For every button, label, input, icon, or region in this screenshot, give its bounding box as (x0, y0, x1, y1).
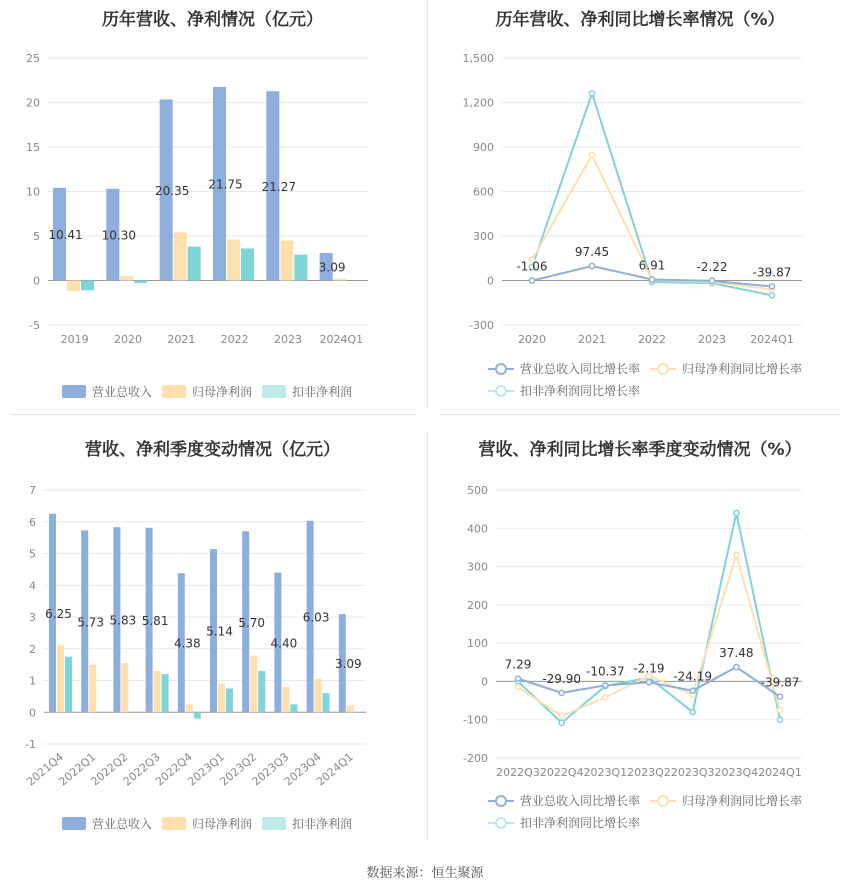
x-tick-label: 2024Q1 (750, 333, 794, 346)
x-tick-label: 2023Q2 (627, 766, 671, 779)
x-tick-label: 2019 (60, 333, 89, 346)
legend-deducted-profit-swatch (262, 385, 286, 398)
bar (250, 656, 257, 713)
data-point (690, 709, 695, 714)
bar-value-label: 4.38 (173, 636, 201, 651)
bar-value-label: 21.27 (261, 179, 297, 194)
horizontal-divider-right (440, 414, 840, 415)
legend-q-revenue-label: 营业总收入 (92, 817, 153, 831)
bar (323, 693, 330, 712)
y-tick-label: 600 (473, 185, 494, 199)
data-point (734, 552, 739, 557)
x-tick-label: 2023Q3 (249, 750, 292, 789)
legend-q-net-profit-label: 归母净利润 (192, 817, 253, 831)
x-tick-label: 2023Q4 (281, 750, 324, 789)
legend-revenue-growth-label: 营业总收入同比增长率 (520, 362, 641, 376)
bar (334, 279, 347, 281)
data-point (777, 717, 782, 722)
x-tick-label: 2023Q1 (583, 766, 628, 779)
y-tick-label: 1,200 (462, 96, 494, 110)
x-tick-label: 2022Q3 (496, 766, 540, 779)
legend-q-net-profit[interactable] (162, 815, 252, 832)
legend-net-profit-label: 归母净利润 (192, 385, 253, 399)
bar (121, 663, 128, 712)
legend-q-revenue-growth-swatch (488, 794, 514, 808)
legend-q-deducted-growth[interactable] (488, 814, 640, 831)
bar (290, 704, 297, 712)
bar (154, 671, 161, 712)
vertical-divider-top (427, 0, 428, 408)
data-point (529, 278, 534, 283)
y-tick-label: 0 (481, 675, 488, 689)
x-tick-label: 2023Q2 (217, 750, 260, 789)
data-point (649, 277, 654, 282)
y-tick-label: 400 (467, 522, 488, 536)
y-tick-label: 0 (29, 706, 36, 720)
vertical-divider-bottom (427, 432, 428, 840)
data-point (769, 293, 774, 298)
x-tick-label: 2023Q4 (714, 766, 759, 779)
bar (294, 255, 307, 281)
x-tick-label: 2020 (518, 333, 546, 346)
legend-q-deducted-profit-label: 扣非净利润 (292, 817, 353, 831)
data-value-label: 97.45 (574, 245, 610, 260)
data-point (559, 720, 564, 725)
x-tick-label: 2022Q2 (88, 750, 131, 789)
quarterly-growth-panel (430, 425, 850, 845)
x-tick-label: 2024Q1 (758, 766, 802, 779)
bar (226, 688, 233, 712)
x-tick-label: 2023 (274, 333, 302, 346)
x-tick-label: 2022 (220, 333, 249, 346)
legend-q-net-profit-swatch (162, 817, 186, 830)
legend-q-revenue-growth-label: 营业总收入同比增长率 (520, 794, 641, 808)
x-tick-label: 2021Q4 (24, 750, 67, 789)
bar-value-label: 10.41 (48, 228, 83, 243)
bar-value-label: 6.25 (45, 607, 72, 622)
data-value-label: -29.90 (542, 671, 582, 686)
legend-deducted-growth-label: 扣非净利润同比增长率 (520, 384, 641, 398)
bar-value-label: 4.40 (270, 636, 298, 651)
annual-growth-title: 历年营收、净利同比增长率情况（%） (495, 10, 785, 30)
y-tick-label: 0 (33, 274, 40, 288)
legend-q-net-growth-label: 归母净利润同比增长率 (682, 794, 803, 808)
legend-deducted-profit[interactable] (262, 383, 352, 400)
y-tick-label: 4 (29, 579, 36, 593)
bar (194, 712, 201, 718)
quarterly-amount-title: 营收、净利季度变动情况（亿元） (85, 440, 340, 460)
data-point (769, 284, 774, 289)
bar (134, 281, 147, 284)
legend-q-deducted-profit-swatch (262, 817, 286, 830)
legend-net-growth-label: 归母净利润同比增长率 (682, 362, 803, 376)
data-value-label: 37.48 (719, 646, 754, 661)
legend-q-revenue-growth[interactable] (488, 792, 640, 809)
y-tick-label: 1,500 (462, 52, 494, 65)
quarterly-growth-title: 营收、净利同比增长率季度变动情况（%） (478, 440, 802, 460)
y-tick-label: 7 (29, 484, 36, 497)
x-tick-label: 2024Q1 (314, 750, 356, 789)
legend-q-deducted-profit[interactable] (262, 815, 352, 832)
bar (347, 705, 354, 712)
bar-value-label: 5.81 (141, 614, 169, 629)
x-tick-label: 2022Q4 (153, 750, 195, 789)
legend-deducted-growth-swatch (488, 384, 514, 398)
legend-revenue-label: 营业总收入 (92, 385, 153, 399)
legend-q-net-growth-swatch (650, 794, 676, 808)
y-tick-label: 15 (26, 141, 40, 154)
y-tick-label: -1 (25, 738, 36, 751)
data-value-label: -10.37 (585, 664, 625, 679)
x-tick-label: 2020 (114, 333, 142, 346)
bar (57, 646, 64, 713)
bar (174, 232, 187, 280)
y-tick-label: 100 (467, 637, 488, 651)
bar (218, 684, 225, 713)
data-value-label: -24.19 (673, 669, 713, 684)
data-point (603, 683, 608, 688)
legend-revenue-growth[interactable] (488, 360, 640, 377)
x-tick-label: 2024Q1 (319, 333, 364, 346)
y-tick-label: -100 (463, 713, 488, 727)
bar (120, 276, 133, 280)
bar-value-label: 20.35 (154, 183, 190, 198)
quarterly-growth-legend (430, 792, 850, 836)
data-point (589, 153, 594, 158)
data-point (515, 676, 520, 681)
bar (258, 671, 265, 712)
annual-amount-chart (0, 40, 425, 410)
legend-net-profit[interactable] (162, 383, 252, 400)
data-value-label: -2.19 (633, 661, 665, 676)
x-tick-label: 2022Q3 (120, 750, 163, 789)
data-source: 数据来源：恒生聚源 (366, 866, 484, 881)
y-tick-label: 2 (29, 642, 36, 656)
bar (227, 240, 240, 281)
data-point (559, 713, 564, 718)
x-tick-label: 2021 (167, 333, 196, 346)
data-value-label: -1.06 (516, 259, 548, 274)
y-tick-label: 300 (473, 230, 494, 243)
data-value-label: -39.87 (752, 265, 792, 280)
annual-amount-legend (0, 383, 425, 403)
y-tick-label: 6 (29, 515, 36, 529)
y-tick-label: 200 (467, 598, 488, 612)
y-tick-label: 0 (487, 274, 494, 288)
y-tick-label: 10 (26, 185, 40, 199)
bar-value-label: 5.70 (238, 615, 266, 630)
y-tick-label: 300 (467, 560, 488, 574)
bar (162, 674, 169, 712)
legend-net-growth[interactable] (650, 360, 802, 377)
bar-value-label: 10.30 (101, 228, 137, 243)
legend-q-revenue-swatch (62, 817, 86, 830)
horizontal-divider-left (10, 414, 415, 415)
bar-value-label: 5.83 (109, 613, 137, 628)
data-value-label: 7.29 (504, 657, 532, 672)
bar (280, 240, 293, 280)
bar (65, 657, 72, 713)
data-point (589, 91, 594, 96)
bar (67, 281, 80, 292)
annual-amount-title: 历年营收、净利情况（亿元） (102, 10, 323, 30)
y-tick-label: 25 (26, 52, 40, 65)
x-tick-label: 2023Q1 (185, 750, 228, 789)
y-tick-label: 900 (473, 141, 494, 154)
annual-growth-panel (430, 0, 850, 410)
y-tick-label: 3 (29, 611, 36, 624)
legend-q-deducted-growth-label: 扣非净利润同比增长率 (520, 816, 641, 830)
bar (241, 248, 254, 280)
bar-value-label: 5.73 (77, 615, 105, 630)
y-tick-label: 1 (29, 674, 36, 688)
legend-q-revenue[interactable] (62, 815, 152, 832)
data-point (589, 263, 594, 268)
x-tick-label: 2022Q4 (539, 766, 584, 779)
bar (89, 665, 96, 713)
data-point (646, 680, 651, 685)
legend-revenue-swatch (62, 385, 86, 398)
bar-value-label: 6.03 (302, 610, 330, 625)
legend-q-deducted-growth-swatch (488, 816, 514, 830)
y-tick-label: 20 (26, 96, 40, 110)
data-point (734, 510, 739, 515)
y-tick-label: 5 (29, 547, 36, 561)
bar (188, 247, 201, 281)
data-value-label: -39.87 (760, 675, 800, 690)
x-tick-label: 2021 (578, 333, 606, 346)
data-value-label: 6.91 (638, 258, 666, 273)
y-tick-label: -5 (29, 319, 40, 332)
data-value-label: -2.22 (696, 259, 728, 274)
y-tick-label: 500 (467, 484, 488, 497)
legend-deducted-growth[interactable] (488, 382, 640, 399)
legend-deducted-profit-label: 扣非净利润 (292, 385, 353, 399)
data-point (734, 664, 739, 669)
y-tick-label: -200 (463, 752, 488, 765)
bar (315, 679, 322, 712)
legend-net-growth-swatch (650, 362, 676, 376)
legend-revenue-growth-swatch (488, 362, 514, 376)
annual-amount-panel (0, 0, 425, 410)
quarterly-amount-legend (0, 815, 425, 835)
bar-value-label: 5.14 (206, 624, 233, 639)
y-tick-label: 5 (33, 230, 40, 243)
x-tick-label: 2022 (638, 333, 666, 346)
data-point (690, 688, 695, 693)
bar-value-label: 21.75 (208, 177, 243, 192)
quarterly-amount-chart (0, 470, 425, 830)
quarterly-amount-panel (0, 425, 425, 845)
y-tick-label: -300 (469, 319, 494, 332)
x-tick-label: 2023Q3 (670, 766, 715, 779)
bar-value-label: 3.09 (318, 260, 346, 275)
data-point (709, 278, 714, 283)
legend-net-profit-swatch (162, 385, 186, 398)
annual-growth-chart (430, 40, 850, 370)
data-point (559, 690, 564, 695)
data-point (777, 708, 782, 713)
data-point (515, 685, 520, 690)
bar (81, 281, 94, 291)
legend-revenue[interactable] (62, 383, 152, 400)
x-tick-label: 2023 (698, 333, 726, 346)
bar (282, 687, 289, 712)
data-point (777, 694, 782, 699)
bar-value-label: 3.09 (334, 657, 362, 672)
bar (186, 704, 193, 712)
data-point (603, 695, 608, 700)
annual-growth-legend (430, 360, 850, 404)
quarterly-growth-chart (430, 470, 850, 830)
x-tick-label: 2022Q1 (56, 750, 99, 789)
legend-q-net-growth[interactable] (650, 792, 802, 809)
